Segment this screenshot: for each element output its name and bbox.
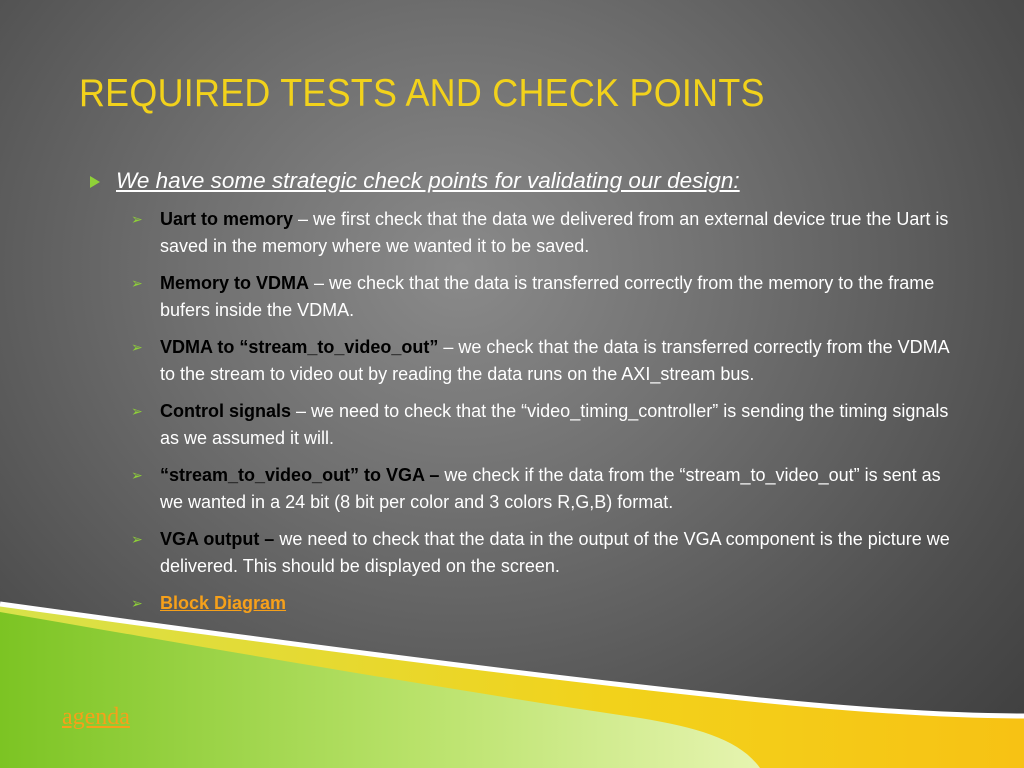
checkpoint-item-vdma-to-stream [131, 334, 958, 388]
checkpoint-text: – we check that the data is transferred correctly from the memory to the frame bufers inside the VDMA. [160, 273, 935, 320]
checkpoint-text: – we check that the data is transferred correctly from the VDMA to the stream to video out by reading the data runs on the AXI_stream bus. [160, 337, 949, 384]
intro-text: We have some strategic check points for validating our design: [116, 168, 740, 193]
arrow-bullet-icon: ➢ [131, 467, 143, 483]
intro-bullet [88, 168, 958, 194]
checkpoint-item-stream-to-vga [131, 462, 958, 516]
checkpoint-list [88, 206, 958, 617]
arrow-bullet-icon: ➢ [131, 275, 143, 291]
slide-content [88, 168, 958, 627]
checkpoint-heading: Uart to memory [160, 209, 294, 229]
block-diagram-link[interactable]: Block Diagram [160, 593, 287, 613]
checkpoint-item-control-signals [131, 398, 958, 452]
checkpoint-text: we need to check that the data in the output of the VGA component is the picture we delivered. This should be displayed on the screen. [160, 529, 950, 576]
checkpoint-text: – we need to check that the “video_timing_controller” is sending the timing signals as we assumed it will. [160, 401, 949, 448]
checkpoint-heading: VDMA to “stream_to_video_out” [160, 337, 439, 357]
checkpoint-text: – we first check that the data we delivered from an external device true the Uart is saved in the memory where we wanted it to be saved. [160, 209, 949, 256]
arrow-bullet-icon: ➢ [131, 403, 143, 419]
checkpoint-heading: Control signals [160, 401, 292, 421]
checkpoint-item-memory-to-vdma [131, 270, 958, 324]
arrow-bullet-icon: ➢ [131, 531, 143, 547]
arrow-bullet-icon: ➢ [131, 211, 143, 227]
checkpoint-item-block-diagram [131, 590, 958, 617]
checkpoint-text: we check if the data from the “stream_to_video_out” is sent as we wanted in a 24 bit (8 bit per color and 3 colors R,G,B) format. [160, 465, 941, 512]
arrow-bullet-icon: ➢ [131, 595, 143, 611]
agenda-link[interactable]: agenda [62, 704, 130, 730]
triangle-bullet-icon [90, 176, 100, 188]
checkpoint-heading: VGA output – [160, 529, 275, 549]
arrow-bullet-icon: ➢ [131, 339, 143, 355]
checkpoint-heading: Memory to VDMA [160, 273, 310, 293]
checkpoint-heading: “stream_to_video_out” to VGA – [160, 465, 440, 485]
slide-title: REQUIRED TESTS AND CHECK POINTS [79, 72, 765, 115]
checkpoint-item-uart-to-memory [131, 206, 958, 260]
checkpoint-item-vga-output [131, 526, 958, 580]
